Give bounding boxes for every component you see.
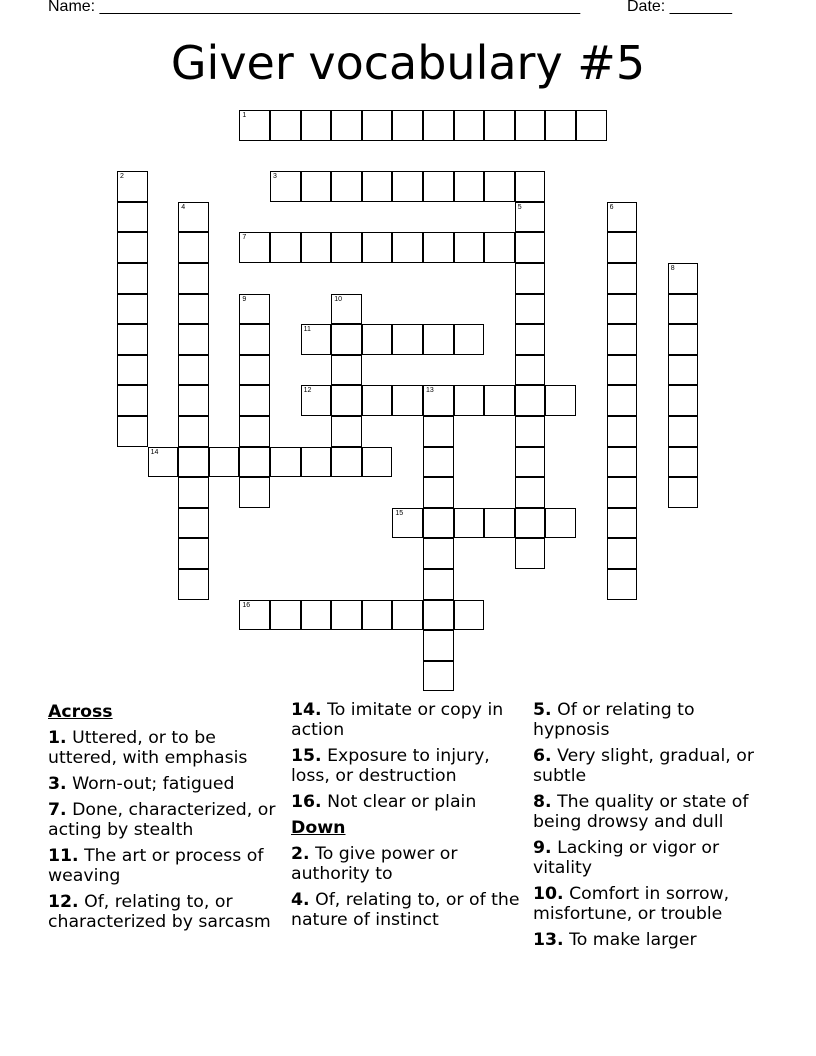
clue-text: Of, relating to, or of the nature of instinct [291,890,520,930]
across-heading: Across [48,702,113,722]
grid-cell[interactable] [423,508,454,539]
grid-cell[interactable] [331,294,362,325]
grid-cell[interactable] [484,508,515,539]
clue-number: 10. [533,884,564,904]
grid-cell[interactable] [668,477,699,508]
clue-number-label: 3 [273,173,277,181]
clue-item [533,838,768,878]
grid-cell[interactable] [178,202,209,233]
clue-number: 16. [291,792,322,812]
grid-cell[interactable] [392,600,423,631]
grid-cell[interactable] [178,416,209,447]
grid-cell[interactable] [454,600,485,631]
clue-text: To give power or authority to [291,844,458,884]
grid-cell[interactable] [423,324,454,355]
clue-number: 7. [48,800,67,820]
grid-cell[interactable] [607,569,638,600]
clue-number-label: 8 [670,265,675,272]
grid-cell[interactable] [117,232,148,263]
grid-cell[interactable] [178,538,209,569]
clue-number: 11. [48,846,79,866]
grid-cell[interactable] [607,447,638,478]
grid-cell[interactable] [239,477,270,508]
grid-cell[interactable] [239,232,270,263]
grid-cell[interactable] [239,416,270,447]
clues-column-2 [291,700,526,936]
clue-number: 15. [291,746,322,766]
grid-cell[interactable] [392,508,423,539]
grid-cell[interactable] [423,569,454,600]
name-field-label: Name: ______________________________________________________ [48,0,581,15]
clue-number-label: 5 [517,203,522,211]
grid-cell[interactable] [178,385,209,416]
grid-cell[interactable] [423,232,454,263]
grid-cell[interactable] [454,171,485,202]
grid-cell[interactable] [545,110,576,141]
clue-number-label: 12 [303,387,312,395]
clue-item [533,930,768,950]
grid-cell[interactable] [668,447,699,478]
clue-number-label: 16 [242,601,251,609]
clue-number-label: 1 [242,112,247,119]
clue-number: 4. [291,890,310,910]
grid-cell[interactable] [362,110,393,141]
grid-cell[interactable] [270,110,301,141]
clues-column-1 [48,700,283,938]
clue-number-label: 11 [303,326,311,334]
clue-text: Done, characterized, or acting by stealth [48,800,276,840]
grid-cell[interactable] [362,385,393,416]
grid-cell[interactable] [607,385,638,416]
grid-cell[interactable] [607,416,638,447]
grid-cell[interactable] [301,324,332,355]
grid-cell[interactable] [362,447,393,478]
clue-item [533,700,768,740]
grid-cell[interactable] [331,385,362,416]
grid-cell[interactable] [607,477,638,508]
grid-cell[interactable] [607,202,638,233]
grid-cell[interactable] [301,447,332,478]
clue-item [48,774,283,794]
grid-cell[interactable] [117,263,148,294]
grid-cell[interactable] [362,600,393,631]
clue-text: Of, relating to, or characterized by sarcasm [48,892,271,932]
grid-cell[interactable] [423,110,454,141]
clue-text: Comfort in sorrow, misfortune, or trouble [533,884,730,924]
grid-cell[interactable] [423,477,454,508]
grid-cell[interactable] [454,324,485,355]
grid-cell[interactable] [331,171,362,202]
clue-number-label: 14 [150,448,159,456]
grid-cell[interactable] [668,294,699,325]
clue-number: 12. [48,892,79,912]
clue-item [291,746,526,786]
grid-cell[interactable] [178,324,209,355]
clue-text: Not clear or plain [321,792,477,812]
clue-number: 9. [533,838,552,858]
grid-cell[interactable] [178,263,209,294]
grid-cell[interactable] [331,232,362,263]
grid-cell[interactable] [454,508,485,539]
grid-cell[interactable] [392,385,423,416]
clue-item [291,700,526,740]
grid-cell[interactable] [239,447,270,478]
grid-cell[interactable] [148,447,179,478]
grid-cell[interactable] [239,385,270,416]
grid-cell[interactable] [423,385,454,416]
grid-cell[interactable] [423,630,454,661]
clue-text: To imitate or copy in action [291,700,504,740]
grid-cell[interactable] [668,385,699,416]
grid-cell[interactable] [607,355,638,386]
grid-cell[interactable] [484,232,515,263]
grid-cell[interactable] [423,661,454,692]
clue-text: Uttered, or to be uttered, with emphasis [48,728,248,768]
clue-number-label: 7 [242,234,247,242]
clue-number: 2. [291,844,310,864]
grid-cell[interactable] [607,263,638,294]
clue-text: To make larger [563,930,697,950]
clue-item [533,884,768,924]
grid-cell[interactable] [331,324,362,355]
grid-cell[interactable] [301,110,332,141]
grid-cell[interactable] [239,600,270,631]
grid-cell[interactable] [117,202,148,233]
grid-cell[interactable] [331,416,362,447]
grid-cell[interactable] [668,355,699,386]
grid-cell[interactable] [117,324,148,355]
grid-cell[interactable] [423,171,454,202]
clue-text: Exposure to injury, loss, or destruction [291,746,490,786]
down-heading: Down [291,818,346,838]
clues-column-3 [533,700,768,956]
clue-item [291,890,526,930]
grid-cell[interactable] [178,477,209,508]
grid-cell[interactable] [270,232,301,263]
grid-cell[interactable] [331,355,362,386]
clue-number-label: 9 [242,295,247,303]
grid-cell[interactable] [515,416,546,447]
grid-cell[interactable] [301,385,332,416]
clue-item [48,800,283,840]
clue-number: 5. [533,700,552,720]
grid-cell[interactable] [117,294,148,325]
grid-cell[interactable] [668,263,699,294]
grid-cell[interactable] [178,447,209,478]
clue-text: Worn-out; fatigued [66,774,235,794]
grid-cell[interactable] [515,294,546,325]
clue-item [48,846,283,886]
grid-cell[interactable] [178,569,209,600]
grid-cell[interactable] [607,294,638,325]
grid-cell[interactable] [178,232,209,263]
grid-cell[interactable] [607,538,638,569]
grid-cell[interactable] [117,355,148,386]
clue-number: 3. [48,774,67,794]
grid-cell[interactable] [454,110,485,141]
grid-cell[interactable] [301,171,332,202]
clue-number: 13. [533,930,564,950]
grid-cell[interactable] [209,447,240,478]
grid-cell[interactable] [239,294,270,325]
clue-text: Lacking or vigor or vitality [533,838,720,878]
grid-cell[interactable] [515,171,546,202]
grid-cell[interactable] [607,232,638,263]
clue-number: 1. [48,728,67,748]
grid-cell[interactable] [515,110,546,141]
clue-number-label: 15 [395,509,404,517]
grid-cell[interactable] [117,416,148,447]
grid-cell[interactable] [362,324,393,355]
page-title: Giver vocabulary #5 [170,36,646,90]
grid-cell[interactable] [178,508,209,539]
grid-cell[interactable] [607,324,638,355]
clue-item [48,892,283,932]
clue-item [533,792,768,832]
grid-cell[interactable] [515,385,546,416]
grid-cell[interactable] [668,324,699,355]
grid-cell[interactable] [515,232,546,263]
grid-cell[interactable] [515,355,546,386]
grid-cell[interactable] [117,171,148,202]
grid-cell[interactable] [301,232,332,263]
grid-cell[interactable] [454,232,485,263]
grid-cell[interactable] [515,263,546,294]
grid-cell[interactable] [484,110,515,141]
grid-cell[interactable] [454,385,485,416]
clue-number-label: 2 [120,173,124,181]
grid-cell[interactable] [270,447,301,478]
clue-item [48,728,283,768]
clue-number-label: 6 [609,203,614,211]
clue-text: Of or relating to hypnosis [533,700,695,740]
grid-cell[interactable] [301,600,332,631]
clue-number-label: 13 [426,387,434,395]
grid-cell[interactable] [423,447,454,478]
grid-cell[interactable] [331,447,362,478]
grid-cell[interactable] [545,508,576,539]
grid-cell[interactable] [117,385,148,416]
grid-cell[interactable] [239,324,270,355]
grid-cell[interactable] [515,202,546,233]
grid-cell[interactable] [362,171,393,202]
clue-number-label: 4 [181,203,186,211]
clue-text: The quality or state of being drowsy and dull [533,792,749,832]
grid-cell[interactable] [515,508,546,539]
grid-cell[interactable] [239,110,270,141]
grid-cell[interactable] [392,171,423,202]
grid-cell[interactable] [484,385,515,416]
grid-cell[interactable] [484,171,515,202]
clue-number: 14. [291,700,322,720]
grid-cell[interactable] [178,294,209,325]
grid-cell[interactable] [423,416,454,447]
date-field-label: Date: _______ [627,0,732,15]
grid-cell[interactable] [668,416,699,447]
clue-text: Very slight, gradual, or subtle [533,746,754,786]
grid-cell[interactable] [515,447,546,478]
clue-number: 6. [533,746,552,766]
clue-item [291,792,526,812]
clue-item [291,844,526,884]
grid-cell[interactable] [576,110,607,141]
grid-cell[interactable] [362,232,393,263]
grid-cell[interactable] [270,171,301,202]
grid-cell[interactable] [515,538,546,569]
grid-cell[interactable] [515,324,546,355]
grid-cell[interactable] [423,600,454,631]
clue-number: 8. [533,792,552,812]
clue-number-label: 10 [334,295,342,303]
grid-cell[interactable] [515,477,546,508]
clue-item [533,746,768,786]
grid-cell[interactable] [239,355,270,386]
grid-cell[interactable] [423,538,454,569]
grid-cell[interactable] [331,110,362,141]
clue-text: The art or process of weaving [48,846,264,886]
grid-cell[interactable] [545,385,576,416]
grid-cell[interactable] [331,600,362,631]
grid-cell[interactable] [270,600,301,631]
grid-cell[interactable] [607,508,638,539]
grid-cell[interactable] [392,232,423,263]
grid-cell[interactable] [392,110,423,141]
grid-cell[interactable] [392,324,423,355]
grid-cell[interactable] [178,355,209,386]
